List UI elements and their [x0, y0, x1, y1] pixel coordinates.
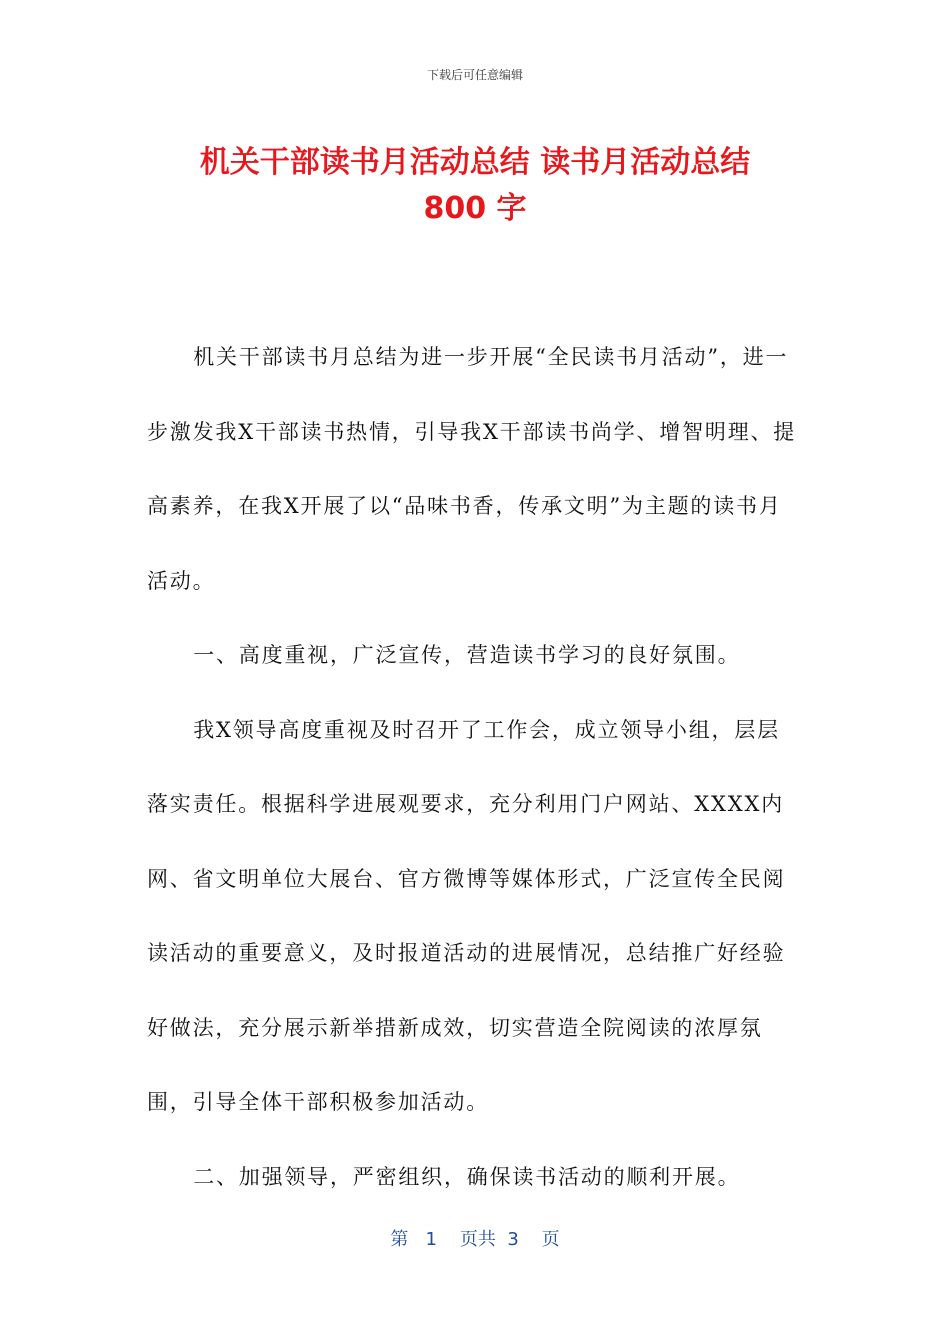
footer-mid: 页共 — [459, 1229, 496, 1250]
page-footer — [0, 1225, 950, 1251]
document-title — [150, 140, 800, 232]
document-body — [147, 320, 797, 1214]
title-line-1: 机关干部读书月活动总结 读书月活动总结 — [199, 145, 751, 180]
footer-suffix: 页 — [541, 1229, 560, 1250]
section-heading-1: 一、高度重视，广泛宣传，营造读书学习的良好氛围。 — [193, 643, 741, 667]
page-header-note: 下载后可任意编辑 — [426, 68, 523, 82]
footer-page-total: 3 — [507, 1229, 519, 1250]
paragraph-intro: 机关干部读书月总结为进一步开展“全民读书月活动”，进一步激发我X干部读书热情，引导我X干部读书尚学、增智明理、提高素养，在我X开展了以“品味书香，传承文明”为主题的读书月活动。 — [147, 345, 797, 593]
section-heading-2: 二、加强领导，严密组织，确保读书活动的顺利开展。 — [193, 1164, 741, 1189]
title-line-2: 800 字 — [423, 191, 527, 226]
footer-prefix: 第 — [390, 1229, 409, 1250]
paragraph-section-1: 我X领导高度重视及时召开了工作会，成立领导小组，层层落实责任。根据科学进展观要求，充分利用门户网站、XXXX内网、省文明单位大展台、官方微博等媒体形式，广泛宣传全民阅读活动的重要意义，及时报道活动的进展情况，总结推广好经验好做法，充分展示新举措新成效，切实营造全院阅读的浓厚氛围，引导全体干部积极参加活动。 — [147, 717, 786, 1114]
footer-page-number: 1 — [425, 1229, 437, 1250]
